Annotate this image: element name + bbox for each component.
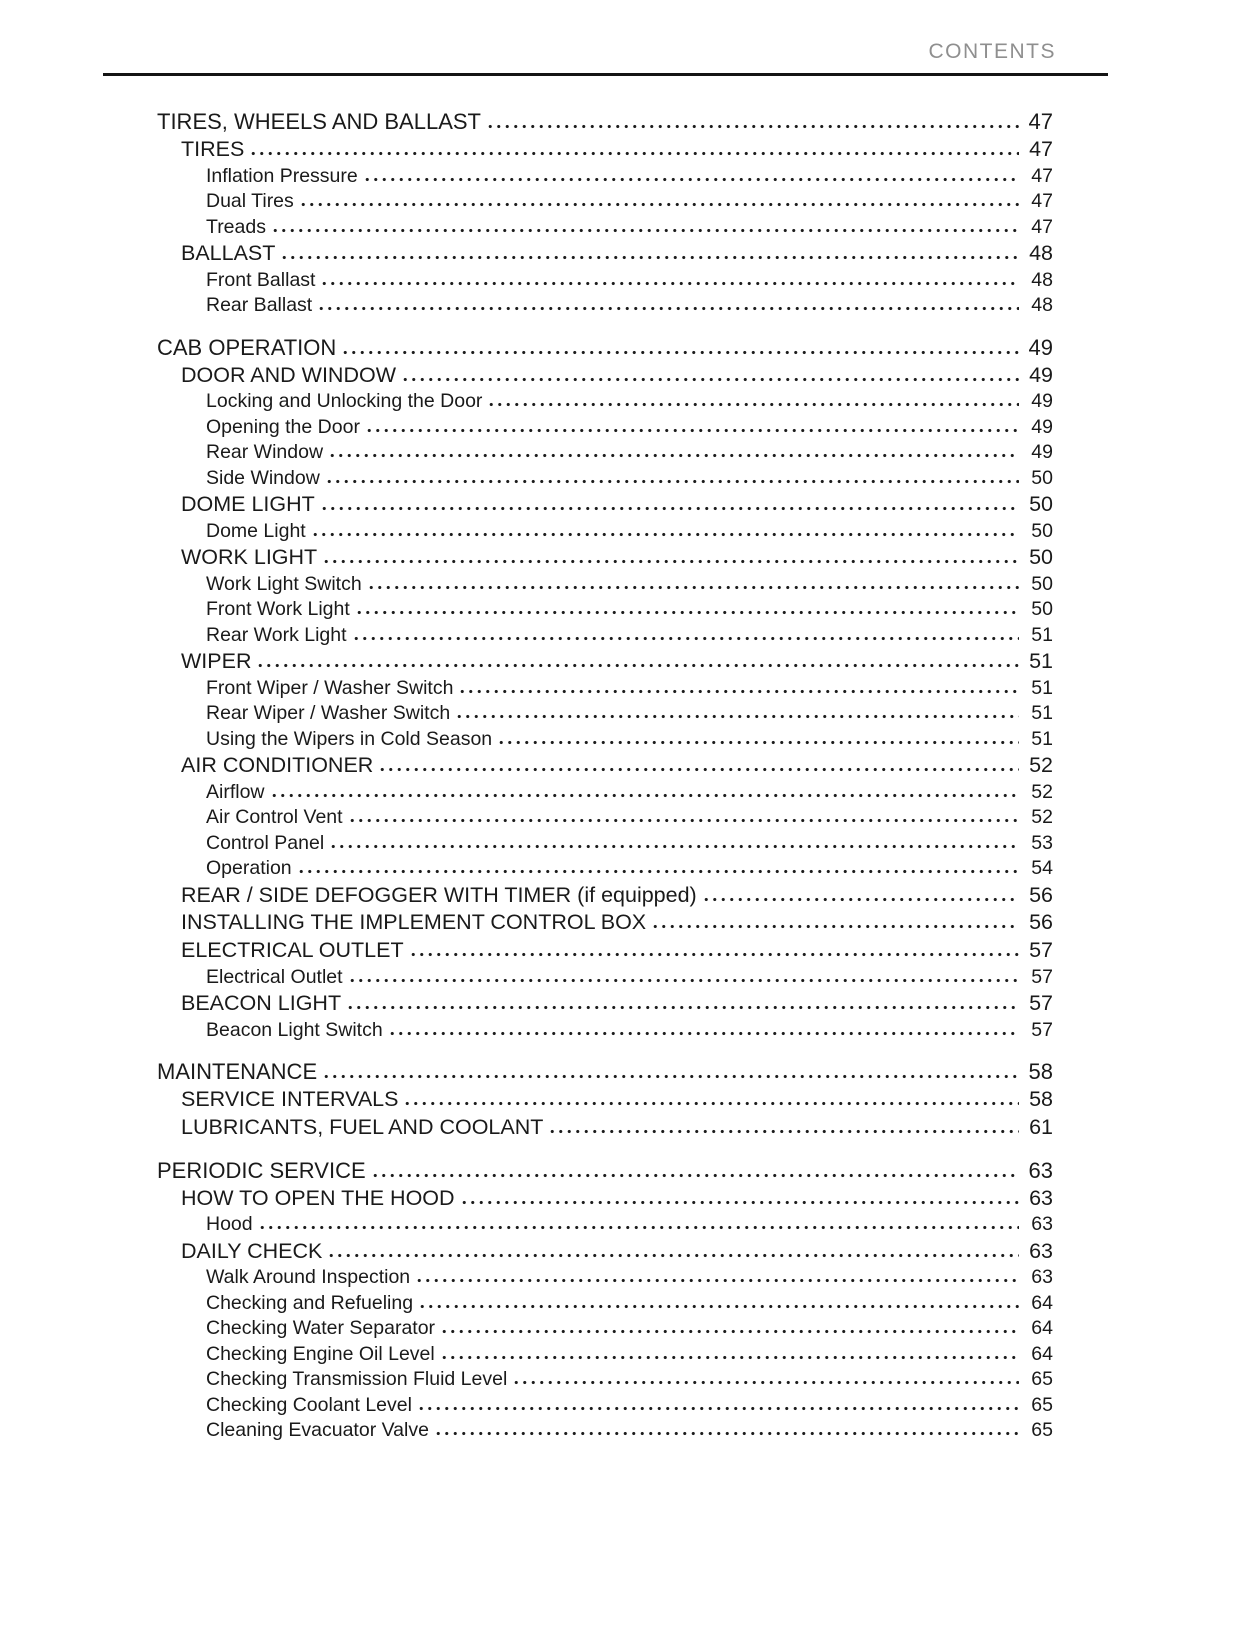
toc-page-number: 51 — [1031, 676, 1053, 699]
document-page — [0, 40, 1236, 1443]
toc-entry — [157, 1018, 1053, 1043]
toc-entry-label: Checking Engine Oil Level — [206, 1342, 435, 1365]
toc-entry-label: Electrical Outlet — [206, 965, 343, 988]
dot-leader — [348, 818, 1019, 823]
toc-entry — [157, 189, 1053, 214]
dot-leader — [355, 610, 1019, 615]
dot-leader — [512, 1380, 1019, 1385]
toc-entry — [157, 1238, 1053, 1266]
toc-page-number: 47 — [1031, 215, 1053, 238]
page-header — [103, 40, 1108, 76]
toc-page-number: 63 — [1031, 1213, 1053, 1236]
toc-entry — [157, 1367, 1053, 1392]
toc-page-number: 63 — [1031, 1266, 1053, 1289]
dot-leader — [280, 255, 1019, 260]
dot-leader — [271, 228, 1019, 233]
toc-entry — [157, 676, 1053, 701]
toc-page-number: 49 — [1028, 334, 1053, 360]
toc-entry-label: DOME LIGHT — [181, 492, 315, 517]
toc-entry-label: ELECTRICAL OUTLET — [181, 937, 404, 962]
toc-entry-label: Checking Transmission Fluid Level — [206, 1368, 508, 1391]
dot-leader — [417, 1406, 1019, 1411]
toc-entry-label: PERIODIC SERVICE — [157, 1157, 366, 1183]
toc-entry — [157, 268, 1053, 293]
dot-leader — [458, 689, 1019, 694]
toc-page-number: 58 — [1029, 1087, 1053, 1112]
toc-entry — [157, 466, 1053, 491]
toc-page-number: 52 — [1031, 806, 1053, 829]
toc-entry-label: Walk Around Inspection — [206, 1266, 411, 1289]
toc-entry-label: CAB OPERATION — [157, 334, 337, 360]
toc-entry — [157, 1418, 1053, 1443]
toc-page-number: 56 — [1029, 910, 1053, 935]
toc-entry — [157, 937, 1053, 965]
toc-entry-label: TIRES, WHEELS AND BALLAST — [157, 109, 481, 134]
toc-entry-label: BEACON LIGHT — [181, 990, 342, 1015]
dot-leader — [371, 1173, 1019, 1178]
dot-leader — [651, 924, 1019, 929]
toc-page-number: 50 — [1031, 519, 1053, 542]
dot-leader — [322, 1074, 1019, 1079]
toc-page-number: 51 — [1029, 649, 1053, 674]
toc-page-number: 52 — [1029, 753, 1053, 778]
toc-entry — [157, 623, 1053, 648]
toc-page-number: 48 — [1029, 241, 1053, 266]
toc-page-number: 47 — [1031, 190, 1053, 213]
toc-entry — [157, 909, 1053, 937]
toc-entry — [157, 362, 1053, 390]
toc-entry-label: LUBRICANTS, FUEL AND COOLANT — [181, 1114, 544, 1139]
dot-leader — [325, 479, 1019, 484]
toc-entry — [157, 1086, 1053, 1114]
toc-page-number: 51 — [1031, 702, 1053, 725]
toc-list — [157, 108, 1053, 1443]
dot-leader — [327, 1253, 1019, 1258]
toc-entry — [157, 1291, 1053, 1316]
toc-entry — [157, 780, 1053, 805]
toc-entry — [157, 1157, 1053, 1185]
toc-page-number: 54 — [1031, 857, 1053, 880]
toc-entry-label: MAINTENANCE — [157, 1059, 318, 1085]
dot-leader — [440, 1355, 1019, 1360]
toc-entry — [157, 701, 1053, 726]
toc-entry — [157, 1342, 1053, 1367]
dot-leader — [256, 663, 1019, 668]
dot-leader — [299, 202, 1019, 207]
toc-entry-label: Air Control Vent — [206, 806, 343, 829]
toc-page-number: 49 — [1029, 362, 1053, 387]
dot-leader — [270, 793, 1019, 798]
toc-entry — [157, 1114, 1053, 1142]
toc-entry — [157, 1212, 1053, 1237]
toc-page-number: 50 — [1031, 598, 1053, 621]
toc-entry-label: Beacon Light Switch — [206, 1018, 383, 1041]
dot-leader — [403, 1101, 1019, 1106]
toc-page-number: 65 — [1031, 1393, 1053, 1416]
toc-page-number: 49 — [1031, 390, 1053, 413]
toc-entry-label: Using the Wipers in Cold Season — [206, 727, 493, 750]
dot-leader — [440, 1329, 1019, 1334]
dot-leader — [320, 281, 1019, 286]
toc-page-number: 50 — [1031, 466, 1053, 489]
toc-page-number: 50 — [1029, 492, 1053, 517]
dot-leader — [258, 1225, 1019, 1230]
toc-entry — [157, 1058, 1053, 1086]
toc-entry-label: Work Light Switch — [206, 572, 362, 595]
toc-entry-label: Rear Window — [206, 441, 324, 464]
toc-entry — [157, 648, 1053, 676]
toc-page-number: 47 — [1028, 109, 1053, 134]
toc-entry-label: Front Ballast — [206, 268, 316, 291]
toc-entry-label: INSTALLING THE IMPLEMENT CONTROL BOX — [181, 910, 647, 935]
toc-entry-label: SERVICE INTERVALS — [181, 1087, 399, 1112]
toc-entry-label: Locking and Unlocking the Door — [206, 390, 483, 413]
toc-page-number: 50 — [1029, 545, 1053, 570]
toc-entry-label: HOW TO OPEN THE HOOD — [181, 1185, 455, 1210]
dot-leader — [329, 844, 1019, 849]
toc-entry — [157, 108, 1053, 136]
dot-leader — [487, 402, 1019, 407]
toc-page-number: 63 — [1029, 1185, 1053, 1210]
toc-page-number: 47 — [1031, 164, 1053, 187]
toc-entry-label: BALLAST — [181, 241, 276, 266]
toc-page-number: 48 — [1031, 294, 1053, 317]
toc-entry — [157, 752, 1053, 780]
toc-page-number: 63 — [1029, 1238, 1053, 1263]
toc-entry — [157, 856, 1053, 881]
dot-leader — [460, 1200, 1019, 1205]
dot-leader — [320, 506, 1019, 511]
dot-leader — [328, 453, 1019, 458]
dot-leader — [378, 767, 1019, 772]
toc-entry — [157, 882, 1053, 910]
toc-page-number: 64 — [1031, 1342, 1053, 1365]
toc-entry — [157, 597, 1053, 622]
toc-page-number: 64 — [1031, 1291, 1053, 1314]
toc-entry — [157, 1316, 1053, 1341]
toc-page-number: 50 — [1031, 572, 1053, 595]
toc-entry — [157, 164, 1053, 189]
toc-page-number: 64 — [1031, 1317, 1053, 1340]
toc-page-number: 49 — [1031, 415, 1053, 438]
toc-page-number: 57 — [1031, 1018, 1053, 1041]
dot-leader — [497, 740, 1019, 745]
toc-entry-label: Rear Wiper / Washer Switch — [206, 702, 451, 725]
toc-entry-label: Side Window — [206, 466, 320, 489]
dot-leader — [388, 1031, 1019, 1036]
toc-entry-label: TIRES — [181, 137, 245, 162]
dot-leader — [702, 897, 1019, 902]
toc-page-number: 51 — [1031, 727, 1053, 750]
toc-entry — [157, 389, 1053, 414]
toc-entry-label: Dome Light — [206, 519, 306, 542]
toc-entry-label: Airflow — [206, 780, 265, 803]
toc-entry — [157, 334, 1053, 362]
toc-entry-label: Cleaning Evacuator Valve — [206, 1419, 429, 1442]
dot-leader — [317, 306, 1019, 311]
toc-page-number: 53 — [1031, 831, 1053, 854]
toc-page-number: 65 — [1031, 1419, 1053, 1442]
dot-leader — [455, 714, 1019, 719]
toc-entry-label: Front Work Light — [206, 598, 350, 621]
toc-entry-label: Rear Work Light — [206, 623, 347, 646]
toc-entry-label: WIPER — [181, 649, 252, 674]
toc-entry — [157, 440, 1053, 465]
toc-page-number: 57 — [1029, 937, 1053, 962]
toc-entry — [157, 1393, 1053, 1418]
toc-entry-label: Checking Water Separator — [206, 1317, 436, 1340]
toc-entry-label: Checking and Refueling — [206, 1291, 414, 1314]
toc-entry — [157, 1265, 1053, 1290]
dot-leader — [346, 1005, 1019, 1010]
dot-leader — [297, 869, 1019, 874]
toc-entry-label: WORK LIGHT — [181, 545, 318, 570]
toc-page-number: 48 — [1031, 268, 1053, 291]
toc-page-number: 47 — [1029, 137, 1053, 162]
toc-entry-label: Front Wiper / Washer Switch — [206, 676, 454, 699]
toc-entry-label: Dual Tires — [206, 190, 294, 213]
toc-entry — [157, 965, 1053, 990]
toc-entry — [157, 215, 1053, 240]
toc-entry-label: Rear Ballast — [206, 294, 313, 317]
toc-entry — [157, 805, 1053, 830]
toc-entry-label: Control Panel — [206, 831, 325, 854]
toc-page-number: 63 — [1028, 1157, 1053, 1183]
toc-entry-label: Hood — [206, 1213, 253, 1236]
dot-leader — [348, 978, 1019, 983]
dot-leader — [311, 532, 1019, 537]
toc-entry-label: Opening the Door — [206, 415, 360, 438]
dot-leader — [409, 952, 1019, 957]
toc-page-number: 57 — [1031, 965, 1053, 988]
dot-leader — [367, 585, 1019, 590]
dot-leader — [418, 1304, 1019, 1309]
toc-page-number: 56 — [1029, 882, 1053, 907]
dot-leader — [363, 177, 1019, 182]
toc-entry-label: AIR CONDITIONER — [181, 753, 374, 778]
toc-entry — [157, 990, 1053, 1018]
toc-entry-label: Inflation Pressure — [206, 164, 358, 187]
header-title: CONTENTS — [928, 40, 1056, 63]
dot-leader — [341, 350, 1019, 355]
toc-page-number: 58 — [1028, 1059, 1053, 1085]
toc-entry — [157, 831, 1053, 856]
toc-entry — [157, 491, 1053, 519]
dot-leader — [415, 1278, 1019, 1283]
dot-leader — [434, 1431, 1019, 1436]
dot-leader — [365, 428, 1019, 433]
dot-leader — [401, 377, 1019, 382]
dot-leader — [322, 559, 1019, 564]
toc-page-number: 52 — [1031, 780, 1053, 803]
toc-entry — [157, 519, 1053, 544]
toc-page-number: 57 — [1029, 990, 1053, 1015]
toc-entry — [157, 240, 1053, 268]
toc-entry-label: DAILY CHECK — [181, 1238, 323, 1263]
dot-leader — [486, 124, 1019, 129]
toc-entry — [157, 293, 1053, 318]
toc-page-number: 61 — [1029, 1114, 1053, 1139]
toc-entry — [157, 136, 1053, 164]
toc-page-number: 65 — [1031, 1368, 1053, 1391]
toc-entry — [157, 415, 1053, 440]
toc-entry-label: Checking Coolant Level — [206, 1393, 412, 1416]
toc-page-number: 51 — [1031, 623, 1053, 646]
toc-entry-label: DOOR AND WINDOW — [181, 362, 396, 387]
toc-entry-label: Treads — [206, 215, 266, 238]
toc-entry-label: REAR / SIDE DEFOGGER WITH TIMER (if equipped) — [181, 882, 697, 907]
toc-entry — [157, 1185, 1053, 1213]
dot-leader — [352, 636, 1019, 641]
toc-entry — [157, 572, 1053, 597]
toc-page-number: 49 — [1031, 441, 1053, 464]
dot-leader — [548, 1129, 1019, 1134]
toc-entry — [157, 727, 1053, 752]
dot-leader — [249, 151, 1019, 156]
toc-entry — [157, 544, 1053, 572]
toc-entry-label: Operation — [206, 857, 292, 880]
